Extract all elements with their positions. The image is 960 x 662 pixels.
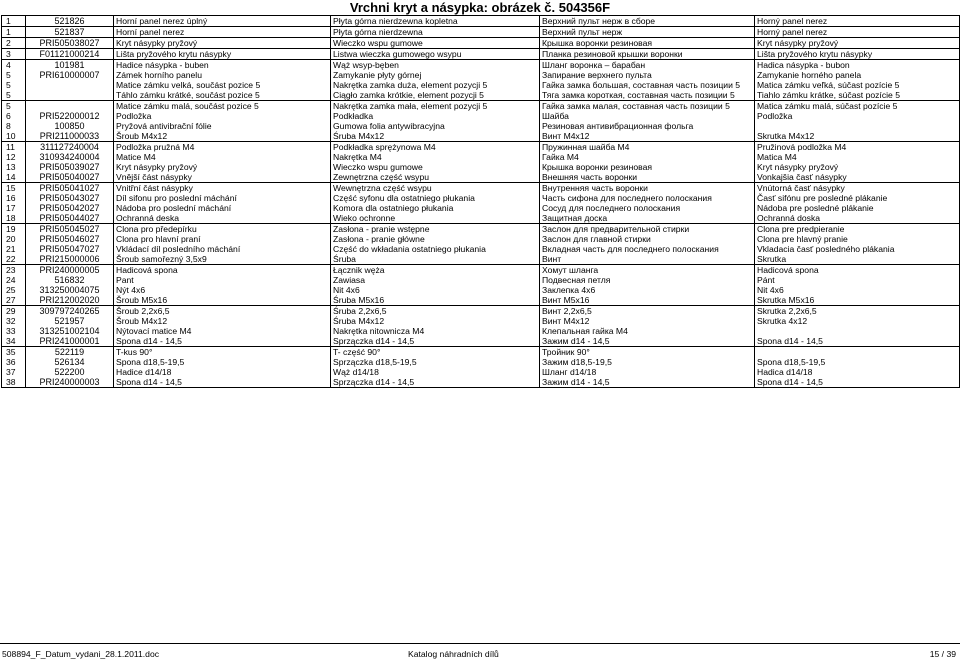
- polish-name-cell: Podkładka: [331, 111, 540, 121]
- slovak-name-cell: Nit 4x6: [755, 285, 960, 295]
- polish-name-cell: Śruba M4x12: [331, 316, 540, 326]
- part-number-cell: PRI505041027: [26, 183, 114, 194]
- polish-name-cell: Płyta górna nierdzewna: [331, 27, 540, 38]
- czech-name-cell: Šroub M5x16: [114, 295, 331, 306]
- russian-name-cell: Верхний пульт нерж: [540, 27, 755, 38]
- part-number-cell: 522200: [26, 367, 114, 377]
- slovak-name-cell: Skrutka: [755, 254, 960, 265]
- russian-name-cell: Запирание верхнего пульта: [540, 70, 755, 80]
- czech-name-cell: Šroub samořezný 3,5x9: [114, 254, 331, 265]
- russian-name-cell: Внутренняя часть воронки: [540, 183, 755, 194]
- czech-name-cell: Táhlo zámku krátké, součást pozice 5: [114, 90, 331, 101]
- slovak-name-cell: Podložka: [755, 111, 960, 121]
- russian-name-cell: Сосуд для последнего полоскания: [540, 203, 755, 213]
- russian-name-cell: Тяга замка короткая, составная часть позиции 5: [540, 90, 755, 101]
- footer-filename: 508894_F_Datum_vydani_28.1.2011.doc: [2, 649, 160, 659]
- position-cell: 8: [2, 121, 26, 131]
- table-row: [2, 111, 960, 121]
- table-row: [2, 316, 960, 326]
- position-cell: 4: [2, 60, 26, 71]
- position-cell: 1: [2, 16, 26, 27]
- part-number-cell: PRI505042027: [26, 203, 114, 213]
- table-row: [2, 90, 960, 101]
- polish-name-cell: Zasłona - pranie wstępne: [331, 224, 540, 235]
- czech-name-cell: Kryt násypky pryžový: [114, 38, 331, 49]
- russian-name-cell: Заслон для главной стирки: [540, 234, 755, 244]
- position-cell: 5: [2, 80, 26, 90]
- russian-name-cell: Пружинная шайба M4: [540, 142, 755, 153]
- russian-name-cell: Шайба: [540, 111, 755, 121]
- part-number-cell: PRI522000012: [26, 111, 114, 121]
- slovak-name-cell: Hadicová spona: [755, 265, 960, 276]
- slovak-name-cell: Kryt násypky pryžový: [755, 162, 960, 172]
- position-cell: 38: [2, 377, 26, 388]
- polish-name-cell: Sprzączka d14 - 14,5: [331, 336, 540, 347]
- slovak-name-cell: Clona pre predpieranie: [755, 224, 960, 235]
- russian-name-cell: Хомут шланга: [540, 265, 755, 276]
- position-cell: 11: [2, 142, 26, 153]
- russian-name-cell: Тройник 90°: [540, 347, 755, 358]
- slovak-name-cell: [755, 326, 960, 336]
- slovak-name-cell: Skrutka M5x16: [755, 295, 960, 306]
- part-number-cell: [26, 80, 114, 90]
- part-number-cell: 522119: [26, 347, 114, 358]
- position-cell: 36: [2, 357, 26, 367]
- table-row: [2, 285, 960, 295]
- polish-name-cell: Śruba 2,2x6,5: [331, 306, 540, 317]
- table-row: [2, 183, 960, 194]
- czech-name-cell: Matice M4: [114, 152, 331, 162]
- position-cell: 12: [2, 152, 26, 162]
- table-row: [2, 193, 960, 203]
- part-number-cell: PRI505045027: [26, 224, 114, 235]
- russian-name-cell: Часть сифона для последнего полоскания: [540, 193, 755, 203]
- table-row: [2, 377, 960, 388]
- part-number-cell: 521826: [26, 16, 114, 27]
- part-number-cell: 313250004075: [26, 285, 114, 295]
- slovak-name-cell: Matica M4: [755, 152, 960, 162]
- russian-name-cell: Крышка воронки резиновая: [540, 162, 755, 172]
- polish-name-cell: Gumowa folia antywibracyjna: [331, 121, 540, 131]
- czech-name-cell: Podložka: [114, 111, 331, 121]
- page-footer: [0, 643, 960, 661]
- part-number-cell: PRI215000006: [26, 254, 114, 265]
- table-row: [2, 172, 960, 183]
- russian-name-cell: Заклепка 4x6: [540, 285, 755, 295]
- russian-name-cell: Клепальная гайка M4: [540, 326, 755, 336]
- position-cell: 20: [2, 234, 26, 244]
- table-row: [2, 203, 960, 213]
- table-row: [2, 306, 960, 317]
- slovak-name-cell: Kryt násypky pryžový: [755, 38, 960, 49]
- russian-name-cell: Зажим d14 - 14,5: [540, 336, 755, 347]
- czech-name-cell: Šroub M4x12: [114, 131, 331, 142]
- polish-name-cell: Nakrętka zamka duża, element pozycji 5: [331, 80, 540, 90]
- part-number-cell: [26, 90, 114, 101]
- slovak-name-cell: Spona d14 - 14,5: [755, 336, 960, 347]
- table-row: [2, 49, 960, 60]
- czech-name-cell: Clona pro předepírku: [114, 224, 331, 235]
- position-cell: 16: [2, 193, 26, 203]
- russian-name-cell: Зажим d18,5-19,5: [540, 357, 755, 367]
- slovak-name-cell: Nádoba pre posledné plákanie: [755, 203, 960, 213]
- slovak-name-cell: Pánt: [755, 275, 960, 285]
- slovak-name-cell: Lišta pryžového krytu násypky: [755, 49, 960, 60]
- czech-name-cell: Kryt násypky pryžový: [114, 162, 331, 172]
- position-cell: 23: [2, 265, 26, 276]
- table-row: [2, 142, 960, 153]
- footer-page-number: 15 / 39: [929, 649, 956, 659]
- russian-name-cell: Гайка замка малая, составная часть позиции 5: [540, 101, 755, 112]
- part-number-cell: PRI505043027: [26, 193, 114, 203]
- position-cell: 13: [2, 162, 26, 172]
- polish-name-cell: Wieczko wspu gumowe: [331, 38, 540, 49]
- czech-name-cell: Clona pro hlavní praní: [114, 234, 331, 244]
- czech-name-cell: Nýt 4x6: [114, 285, 331, 295]
- position-cell: 21: [2, 244, 26, 254]
- czech-name-cell: Spona d18,5-19,5: [114, 357, 331, 367]
- table-row: [2, 38, 960, 49]
- table-row: [2, 224, 960, 235]
- position-cell: 17: [2, 203, 26, 213]
- russian-name-cell: Винт 2,2x6,5: [540, 306, 755, 317]
- polish-name-cell: Zamykanie płyty górnej: [331, 70, 540, 80]
- polish-name-cell: Śruba: [331, 254, 540, 265]
- slovak-name-cell: Horný panel nerez: [755, 27, 960, 38]
- czech-name-cell: Horní panel nerez úplný: [114, 16, 331, 27]
- russian-name-cell: Винт: [540, 254, 755, 265]
- czech-name-cell: Šroub M4x12: [114, 316, 331, 326]
- slovak-name-cell: Ochranná doska: [755, 213, 960, 224]
- czech-name-cell: Hadice d14/18: [114, 367, 331, 377]
- slovak-name-cell: Matica zámku veľká, súčast pozície 5: [755, 80, 960, 90]
- table-row: [2, 295, 960, 306]
- polish-name-cell: Zewnętrzna część wsypu: [331, 172, 540, 183]
- russian-name-cell: Верхний пульт нерж в сборе: [540, 16, 755, 27]
- table-row: [2, 254, 960, 265]
- slovak-name-cell: Hadica násypka - bubon: [755, 60, 960, 71]
- position-cell: 15: [2, 183, 26, 194]
- polish-name-cell: Zasłona - pranie główne: [331, 234, 540, 244]
- table-row: [2, 265, 960, 276]
- polish-name-cell: Nakrętka nitownicza M4: [331, 326, 540, 336]
- part-number-cell: 516832: [26, 275, 114, 285]
- position-cell: 37: [2, 367, 26, 377]
- czech-name-cell: Podložka pružná M4: [114, 142, 331, 153]
- russian-name-cell: Гайка замка большая, составная часть позиции 5: [540, 80, 755, 90]
- position-cell: 24: [2, 275, 26, 285]
- polish-name-cell: Komora dla ostatniego płukania: [331, 203, 540, 213]
- part-number-cell: 101981: [26, 60, 114, 71]
- position-cell: 10: [2, 131, 26, 142]
- czech-name-cell: Spona d14 - 14,5: [114, 377, 331, 388]
- position-cell: 35: [2, 347, 26, 358]
- czech-name-cell: Šroub 2,2x6,5: [114, 306, 331, 317]
- slovak-name-cell: [755, 121, 960, 131]
- table-row: [2, 336, 960, 347]
- part-number-cell: PRI505047027: [26, 244, 114, 254]
- part-number-cell: PRI505038027: [26, 38, 114, 49]
- position-cell: 5: [2, 101, 26, 112]
- table-row: [2, 162, 960, 172]
- polish-name-cell: Listwa wieczka gumowego wsypu: [331, 49, 540, 60]
- part-number-cell: PRI240000005: [26, 265, 114, 276]
- parts-table: [1, 15, 960, 388]
- russian-name-cell: Заслон для предварительной стирки: [540, 224, 755, 235]
- table-row: [2, 275, 960, 285]
- polish-name-cell: Płyta górna nierdzewna kopletna: [331, 16, 540, 27]
- table-row: [2, 60, 960, 71]
- position-cell: 25: [2, 285, 26, 295]
- slovak-name-cell: Clona pre hlavný pranie: [755, 234, 960, 244]
- polish-name-cell: Wąż wsyp-bęben: [331, 60, 540, 71]
- russian-name-cell: Шланг d14/18: [540, 367, 755, 377]
- part-number-cell: 310934240004: [26, 152, 114, 162]
- czech-name-cell: Matice zámku malá, součást pozice 5: [114, 101, 331, 112]
- part-number-cell: 311127240004: [26, 142, 114, 153]
- russian-name-cell: Гайка M4: [540, 152, 755, 162]
- polish-name-cell: Część do wkładania ostatniego płukania: [331, 244, 540, 254]
- table-row: [2, 244, 960, 254]
- czech-name-cell: Matice zámku velká, součást pozice 5: [114, 80, 331, 90]
- position-cell: 3: [2, 49, 26, 60]
- russian-name-cell: Вкладная часть для последнего полоскания: [540, 244, 755, 254]
- russian-name-cell: Резиновая антивибрационная фольга: [540, 121, 755, 131]
- polish-name-cell: Wieko ochronne: [331, 213, 540, 224]
- part-number-cell: [26, 101, 114, 112]
- polish-name-cell: Wąż d14/18: [331, 367, 540, 377]
- table-row: [2, 131, 960, 142]
- part-number-cell: PRI211000033: [26, 131, 114, 142]
- part-number-cell: 521837: [26, 27, 114, 38]
- polish-name-cell: Wieczko wspu gumowe: [331, 162, 540, 172]
- part-number-cell: PRI240000003: [26, 377, 114, 388]
- table-row: [2, 326, 960, 336]
- position-cell: 18: [2, 213, 26, 224]
- position-cell: 22: [2, 254, 26, 265]
- czech-name-cell: Díl sifonu pro poslední máchání: [114, 193, 331, 203]
- part-number-cell: PRI212002020: [26, 295, 114, 306]
- czech-name-cell: Vnější část násypky: [114, 172, 331, 183]
- table-row: [2, 357, 960, 367]
- polish-name-cell: Śruba M5x16: [331, 295, 540, 306]
- position-cell: 33: [2, 326, 26, 336]
- slovak-name-cell: Spona d14 - 14,5: [755, 377, 960, 388]
- czech-name-cell: Vnitřní část násypky: [114, 183, 331, 194]
- polish-name-cell: T- część 90°: [331, 347, 540, 358]
- table-row: [2, 16, 960, 27]
- position-cell: 27: [2, 295, 26, 306]
- position-cell: 5: [2, 90, 26, 101]
- slovak-name-cell: Zamykanie horného panela: [755, 70, 960, 80]
- czech-name-cell: Nádoba pro poslední máchání: [114, 203, 331, 213]
- part-number-cell: F01121000214: [26, 49, 114, 60]
- russian-name-cell: Винт M4x12: [540, 131, 755, 142]
- russian-name-cell: Винт M4x12: [540, 316, 755, 326]
- position-cell: 6: [2, 111, 26, 121]
- slovak-name-cell: Hadica d14/18: [755, 367, 960, 377]
- czech-name-cell: Horní panel nerez: [114, 27, 331, 38]
- position-cell: 32: [2, 316, 26, 326]
- czech-name-cell: Lišta pryžového krytu násypky: [114, 49, 331, 60]
- polish-name-cell: Zawiasa: [331, 275, 540, 285]
- slovak-name-cell: [755, 347, 960, 358]
- part-number-cell: 521957: [26, 316, 114, 326]
- slovak-name-cell: Časť sifónu pre posledné plákanie: [755, 193, 960, 203]
- polish-name-cell: Ciągło zamka krótkie, element pozycji 5: [331, 90, 540, 101]
- czech-name-cell: Spona d14 - 14,5: [114, 336, 331, 347]
- position-cell: 29: [2, 306, 26, 317]
- russian-name-cell: Защитная доска: [540, 213, 755, 224]
- russian-name-cell: Винт M5x16: [540, 295, 755, 306]
- part-number-cell: PRI505044027: [26, 213, 114, 224]
- czech-name-cell: Nýtovací matice M4: [114, 326, 331, 336]
- position-cell: 1: [2, 27, 26, 38]
- table-row: [2, 213, 960, 224]
- polish-name-cell: Część syfonu dla ostatniego płukania: [331, 193, 540, 203]
- part-number-cell: PRI241000001: [26, 336, 114, 347]
- table-row: [2, 80, 960, 90]
- slovak-name-cell: Pružinová podložka M4: [755, 142, 960, 153]
- page-title: Vrchni kryt a násypka: obrázek č. 504356F: [349, 0, 611, 15]
- polish-name-cell: Wewnętrzna część wsypu: [331, 183, 540, 194]
- part-number-cell: 313251002104: [26, 326, 114, 336]
- position-cell: 2: [2, 38, 26, 49]
- czech-name-cell: Vkládací díl posledního máchání: [114, 244, 331, 254]
- slovak-name-cell: Skrutka M4x12: [755, 131, 960, 142]
- part-number-cell: PRI610000007: [26, 70, 114, 80]
- czech-name-cell: Pant: [114, 275, 331, 285]
- polish-name-cell: Śruba M4x12: [331, 131, 540, 142]
- russian-name-cell: Планка резиновой крышки воронки: [540, 49, 755, 60]
- czech-name-cell: T-kus 90°: [114, 347, 331, 358]
- part-number-cell: 309797240265: [26, 306, 114, 317]
- russian-name-cell: Крышка воронки резиновая: [540, 38, 755, 49]
- polish-name-cell: Nakrętka M4: [331, 152, 540, 162]
- slovak-name-cell: Skrutka 2,2x6,5: [755, 306, 960, 317]
- part-number-cell: PRI505040027: [26, 172, 114, 183]
- table-row: [2, 347, 960, 358]
- position-cell: 5: [2, 70, 26, 80]
- slovak-name-cell: Matica zámku malá, súčast pozície 5: [755, 101, 960, 112]
- position-cell: 34: [2, 336, 26, 347]
- table-row: [2, 101, 960, 112]
- slovak-name-cell: Vonkajšia časť násypky: [755, 172, 960, 183]
- footer-catalog-title: Katalog náhradních dílů: [408, 649, 499, 659]
- part-number-cell: 526134: [26, 357, 114, 367]
- parts-table-body: [2, 16, 960, 388]
- slovak-name-cell: Skrutka 4x12: [755, 316, 960, 326]
- polish-name-cell: Sprzączka d18,5-19,5: [331, 357, 540, 367]
- position-cell: 19: [2, 224, 26, 235]
- czech-name-cell: Zámek horního panelu: [114, 70, 331, 80]
- table-row: [2, 234, 960, 244]
- czech-name-cell: Hadicová spona: [114, 265, 331, 276]
- part-number-cell: PRI505039027: [26, 162, 114, 172]
- russian-name-cell: Шланг воронка – барабан: [540, 60, 755, 71]
- russian-name-cell: Подвесная петля: [540, 275, 755, 285]
- table-row: [2, 152, 960, 162]
- part-number-cell: PRI505046027: [26, 234, 114, 244]
- czech-name-cell: Pryžová antivibrační fólie: [114, 121, 331, 131]
- russian-name-cell: Зажим d14 - 14,5: [540, 377, 755, 388]
- part-number-cell: 100850: [26, 121, 114, 131]
- polish-name-cell: Podkładka sprężynowa M4: [331, 142, 540, 153]
- table-row: [2, 367, 960, 377]
- slovak-name-cell: Vnútorná časť násypky: [755, 183, 960, 194]
- czech-name-cell: Hadice násypka - buben: [114, 60, 331, 71]
- slovak-name-cell: Horný panel nerez: [755, 16, 960, 27]
- polish-name-cell: Nit 4x6: [331, 285, 540, 295]
- slovak-name-cell: Vkladacia časť posledného plákania: [755, 244, 960, 254]
- polish-name-cell: Sprzączka d14 - 14,5: [331, 377, 540, 388]
- polish-name-cell: Łącznik węża: [331, 265, 540, 276]
- slovak-name-cell: Spona d18,5-19,5: [755, 357, 960, 367]
- russian-name-cell: Внешняя часть воронки: [540, 172, 755, 183]
- table-row: [2, 70, 960, 80]
- polish-name-cell: Nakrętka zamka mała, element pozycji 5: [331, 101, 540, 112]
- table-row: [2, 27, 960, 38]
- czech-name-cell: Ochranná deska: [114, 213, 331, 224]
- position-cell: 14: [2, 172, 26, 183]
- slovak-name-cell: Tiahlo zámku krátke, súčast pozície 5: [755, 90, 960, 101]
- table-row: [2, 121, 960, 131]
